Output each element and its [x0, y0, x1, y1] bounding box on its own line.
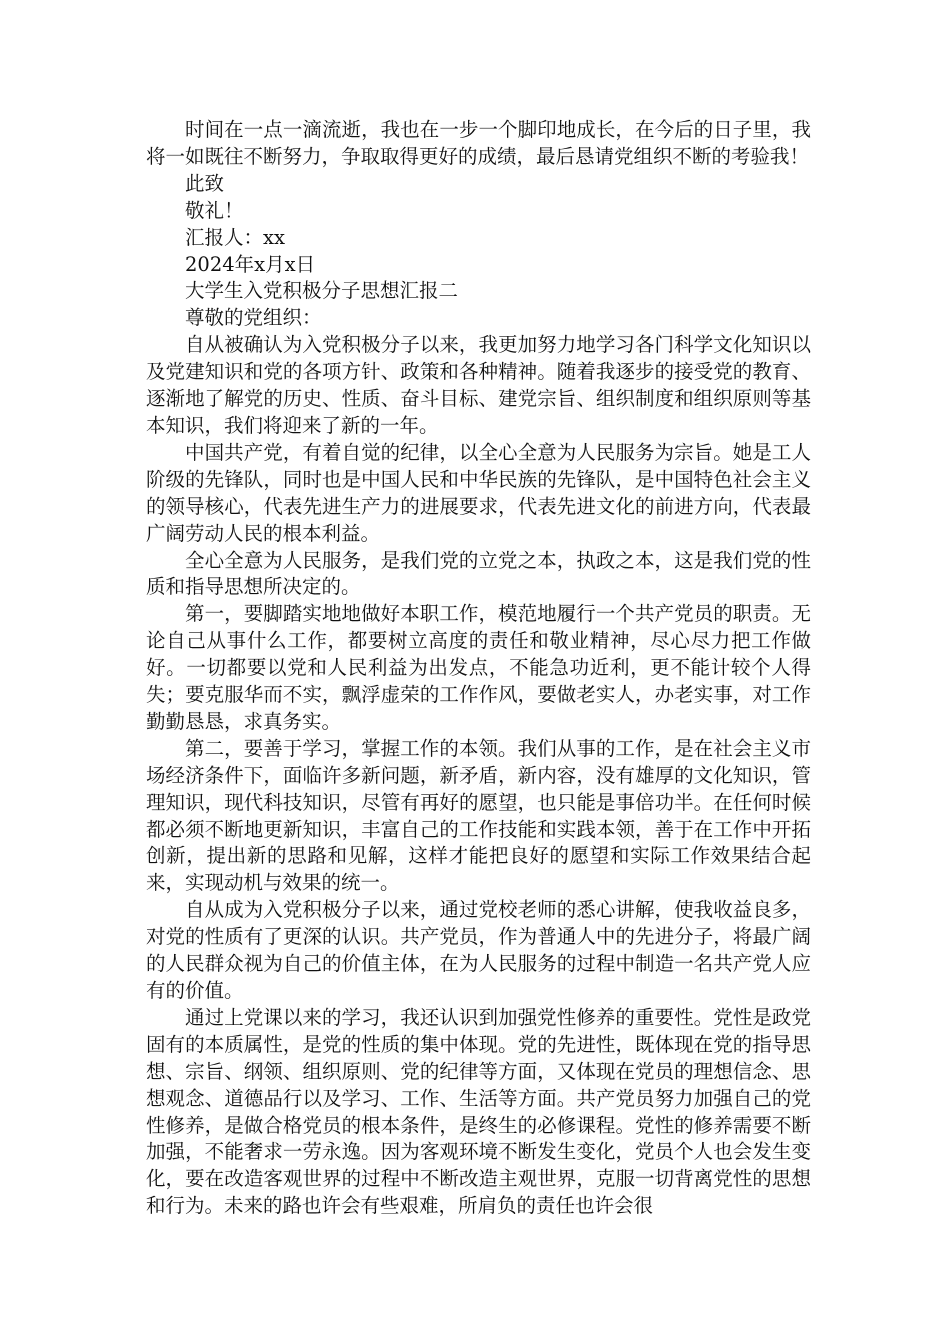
closing-paragraph: 时间在一点一滴流逝，我也在一步一个脚印地成长，在今后的日子里，我将一如既往不断努力，争取取得更好的成绩，最后恳请党组织不断的考验我！: [146, 118, 811, 168]
body-paragraph: 第一，要脚踏实地地做好本职工作，模范地履行一个共产党员的职责。无论自己从事什么工作，都要树立高度的责任和敬业精神，尽心尽力把工作做好。一切都要以党和人民利益为出发点，不能急功近利，更不能计较个人得失；要克服华而不实，飘浮虚荣的工作作风，要做老实人，办老实事，对工作勤勤恳恳，求真务实。: [146, 602, 811, 733]
body-paragraph: 通过上党课以来的学习，我还认识到加强党性修养的重要性。党性是政党固有的本质属性，是党的性质的集中体现。党的先进性，既体现在党的指导思想、宗旨、纲领、组织原则、党的纪律等方面，又体现在党员的理想信念、思想观念、道德品行以及学习、工作、生活等方面。共产党员努力加强自己的党性修养，是做合格党员的根本条件，是终生的必修课程。党性的修养需要不断加强，不能奢求一劳永逸。因为客观环境不断发生变化，党员个人也会发生变化，要在改造客观世界的过程中不断改造主观世界，克服一切背离党性的思想和行为。未来的路也许会有些艰难，所肩负的责任也许会很: [146, 1005, 811, 1218]
salutation-cizhi: 此致: [185, 171, 225, 195]
body-paragraph: 中国共产党，有着自觉的纪律，以全心全意为人民服务为宗旨。她是工人阶级的先锋队，同时也是中国人民和中华民族的先锋队，是中国特色社会主义的领导核心，代表先进生产力的进展要求，代表先进文化的前进方向，代表最广阔劳动人民的根本利益。: [146, 440, 811, 545]
body-paragraph: 全心全意为人民服务，是我们党的立党之本，执政之本，这是我们党的性质和指导思想所决定的。: [146, 548, 811, 599]
body-paragraph: 自从被确认为入党积极分子以来，我更加努力地学习各门科学文化知识以及党建知识和党的各项方针、政策和各种精神。随着我逐步的接受党的教育、逐渐地了解党的历史、性质、奋斗目标、建党宗旨、组织制度和组织原则等基本知识，我们将迎来了新的一年。: [146, 333, 811, 437]
document-body: [146, 117, 811, 1220]
greeting-line: 尊敬的党组织：: [185, 306, 322, 330]
body-paragraph: 第二，要善于学习，掌握工作的本领。我们从事的工作，是在社会主义市场经济条件下，面临许多新问题，新矛盾，新内容，没有雄厚的文化知识，管理知识，现代科技知识，尽管有再好的愿望，也只能是事倍功半。在任何时候都必须不断地更新知识，丰富自己的工作技能和实践本领，善于在工作中开拓创新，提出新的思路和见解，这样才能把良好的愿望和实际工作效果结合起来，实现动机与效果的统一。: [146, 736, 811, 895]
reporter-line: 汇报人：xx: [185, 225, 285, 249]
body-paragraph: 自从成为入党积极分子以来，通过党校老师的悉心讲解，使我收益良多，对党的性质有了更深的认识。共产党员，作为普通人中的先进分子，将最广阔的人民群众视为自己的价值主体，在为人民服务的过程中制造一名共产党人应有的价值。: [146, 898, 811, 1002]
section-title: 大学生入党积极分子思想汇报二: [185, 279, 459, 303]
date-line: 2024年x月x日: [185, 252, 316, 276]
salutation-jingli: 敬礼！: [185, 198, 244, 222]
